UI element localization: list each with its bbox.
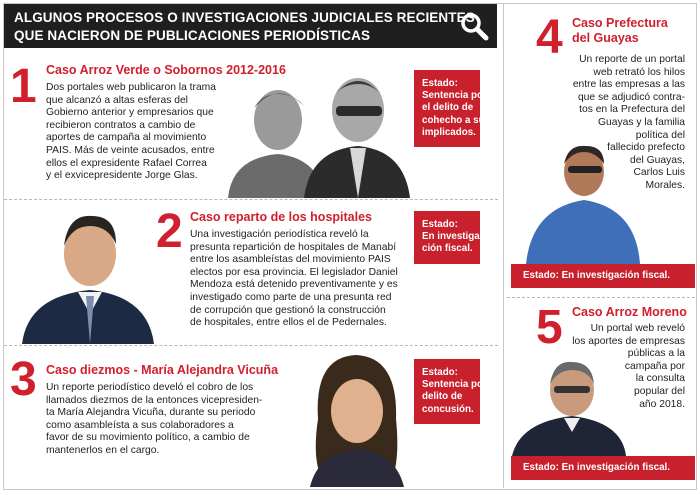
case-number: 5 bbox=[536, 301, 563, 354]
status-badge: Estado: En investiga- ción fiscal. bbox=[414, 211, 480, 264]
case-description: Un reporte de un portal web retrató los hilos entre las empresas a las que se adjudicó contra- tos en la Prefectura del Guayas y la familia política del fallecido prefecto del Guayas, Carlos Luis Morales. bbox=[572, 54, 685, 191]
status-badge: Estado: Sentencia por delito de concusión. bbox=[414, 359, 480, 424]
case-description: Un portal web reveló los aportes de empresas públicas a la campaña por la consulta popular del año 2018. bbox=[572, 323, 685, 410]
photo-moreno bbox=[508, 350, 626, 456]
photo-correa-glas bbox=[218, 58, 410, 198]
case-title: Caso diezmos - María Alejandra Vicuña bbox=[46, 363, 279, 377]
case-title: Caso Arroz Verde o Sobornos 2012-2016 bbox=[46, 63, 286, 77]
case-number: 1 bbox=[10, 60, 37, 113]
photo-vicuna bbox=[300, 349, 410, 487]
header-bar bbox=[4, 4, 497, 48]
column-divider bbox=[503, 4, 504, 488]
status-badge: Estado: En investigación fiscal. bbox=[511, 456, 695, 480]
case-title: Caso Prefectura del Guayas bbox=[572, 16, 668, 45]
photo-morales bbox=[520, 136, 640, 264]
case-title: Caso Arroz Moreno bbox=[572, 305, 687, 319]
case-description: Una investigación periodística reveló la presunta repartición de hospitales de Manabí entre los asambleístas del movimiento PAIS electos por esa provincia. El legislador Daniel Mendoza está detenido preventivamente y es investigado como parte de una presunta red de corrupción que gestionó la construcción de hospitales, entre ellos el de Pedernales. bbox=[190, 229, 398, 329]
status-badge: Estado: En investigación fiscal. bbox=[511, 264, 695, 288]
header-title-line1: ALGUNOS PROCESOS O INVESTIGACIONES JUDICIALES RECIENTES bbox=[14, 10, 475, 25]
section-divider bbox=[4, 345, 498, 346]
case-number: 4 bbox=[536, 11, 563, 64]
photo-mendoza bbox=[8, 204, 158, 344]
search-icon bbox=[458, 10, 490, 42]
case-number: 3 bbox=[10, 353, 37, 406]
header-title-line2: QUE NACIERON DE PUBLICACIONES PERIODÍSTICAS bbox=[14, 28, 371, 43]
case-title: Caso reparto de los hospitales bbox=[190, 210, 372, 224]
case-description: Dos portales web publicaron la trama que alcanzó a altas esferas del Gobierno anterior y empresarios que recibieron contratos a cambio de aportes de campaña al movimiento PAIS. Más de veinte acusados, entre ellos el expresidente Rafael Correa y el exvicepresidente Jorge Glas. bbox=[46, 82, 216, 182]
status-badge: Estado: Sentencia por el delito de cohecho a sus implicados. bbox=[414, 70, 480, 147]
case-description: Un reporte periodístico develó el cobro de los llamados diezmos de la entonces vicepresiden- ta María Alejandra Vicuña, durante su periodo como asambleísta a sus colaboradores a favor de su movimiento político, a cambio de mantenerlos en el cargo. bbox=[46, 382, 263, 456]
section-divider bbox=[507, 297, 695, 298]
section-divider bbox=[4, 199, 498, 200]
case-number: 2 bbox=[156, 205, 183, 258]
